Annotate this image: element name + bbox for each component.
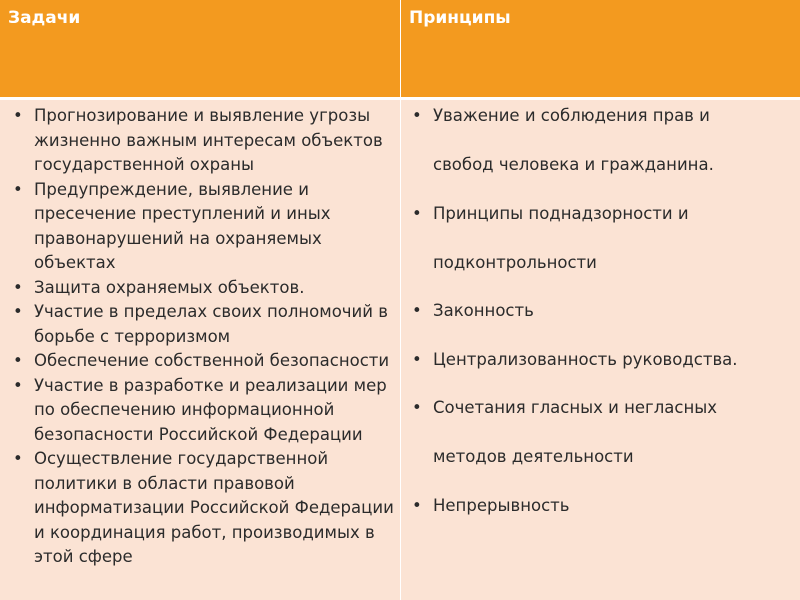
principle-text-line1: Уважение и соблюдения прав и xyxy=(433,106,710,125)
task-item xyxy=(13,104,394,178)
bullet-icon: • xyxy=(13,106,23,125)
task-item xyxy=(13,276,394,301)
bullet-icon: • xyxy=(13,449,23,468)
column-divider xyxy=(400,0,401,600)
bullet-icon: • xyxy=(13,302,23,321)
task-text: Участие в пределах своих полномочий в борьбе с терроризмом xyxy=(34,302,388,346)
principle-item xyxy=(412,348,793,373)
bullet-icon: • xyxy=(13,351,23,370)
bullet-icon: • xyxy=(412,495,422,515)
task-item xyxy=(13,374,394,448)
principle-text-line2: свобод человека и гражданина. xyxy=(433,155,714,174)
principles-list xyxy=(412,104,793,518)
bullet-icon: • xyxy=(412,301,422,320)
task-text: Защита охраняемых объектов. xyxy=(34,277,305,297)
tasks-column xyxy=(13,104,394,570)
task-text: Осуществление государственной политики в области правовой информатизации Российской Федерации и координация работ, производимых в этой сфере xyxy=(34,449,394,566)
bullet-icon: • xyxy=(13,375,23,395)
principle-text-line1: Сочетания гласных и негласных xyxy=(433,398,718,417)
bullet-icon: • xyxy=(412,203,422,223)
principle-text-line1: Централизованность руководства. xyxy=(433,349,738,369)
task-item xyxy=(13,349,394,374)
bullet-icon: • xyxy=(412,398,422,417)
principle-text-line1: Законность xyxy=(433,301,534,320)
header-principles: Принципы xyxy=(409,8,511,28)
principle-text-line1: Непрерывность xyxy=(433,495,570,515)
task-text: Обеспечение собственной безопасности xyxy=(34,351,390,370)
task-item xyxy=(13,447,394,570)
tasks-list xyxy=(13,104,394,570)
principle-item xyxy=(412,104,793,178)
bullet-icon: • xyxy=(412,106,422,125)
task-text: Предупреждение, выявление и пресечение преступлений и иных правонарушений на охраняемых объектах xyxy=(34,179,331,272)
principle-item xyxy=(412,202,793,276)
principle-text-line1: Принципы поднадзорности и xyxy=(433,203,689,223)
bullet-icon: • xyxy=(13,277,23,297)
bullet-icon: • xyxy=(412,349,422,369)
task-item xyxy=(13,300,394,349)
principle-text-line2: подконтрольности xyxy=(433,252,597,272)
header-tasks: Задачи xyxy=(8,8,81,28)
principle-item xyxy=(412,494,793,519)
principle-item xyxy=(412,396,793,470)
principle-item xyxy=(412,299,793,324)
task-text: Прогнозирование и выявление угрозы жизненно важным интересам объектов государственной охраны xyxy=(34,106,383,174)
principles-column xyxy=(412,104,793,542)
bullet-icon: • xyxy=(13,179,23,199)
principle-text-line2: методов деятельности xyxy=(433,447,634,466)
task-text: Участие в разработке и реализации мер по обеспечению информационной безопасности Российской Федерации xyxy=(34,375,387,444)
task-item xyxy=(13,178,394,276)
